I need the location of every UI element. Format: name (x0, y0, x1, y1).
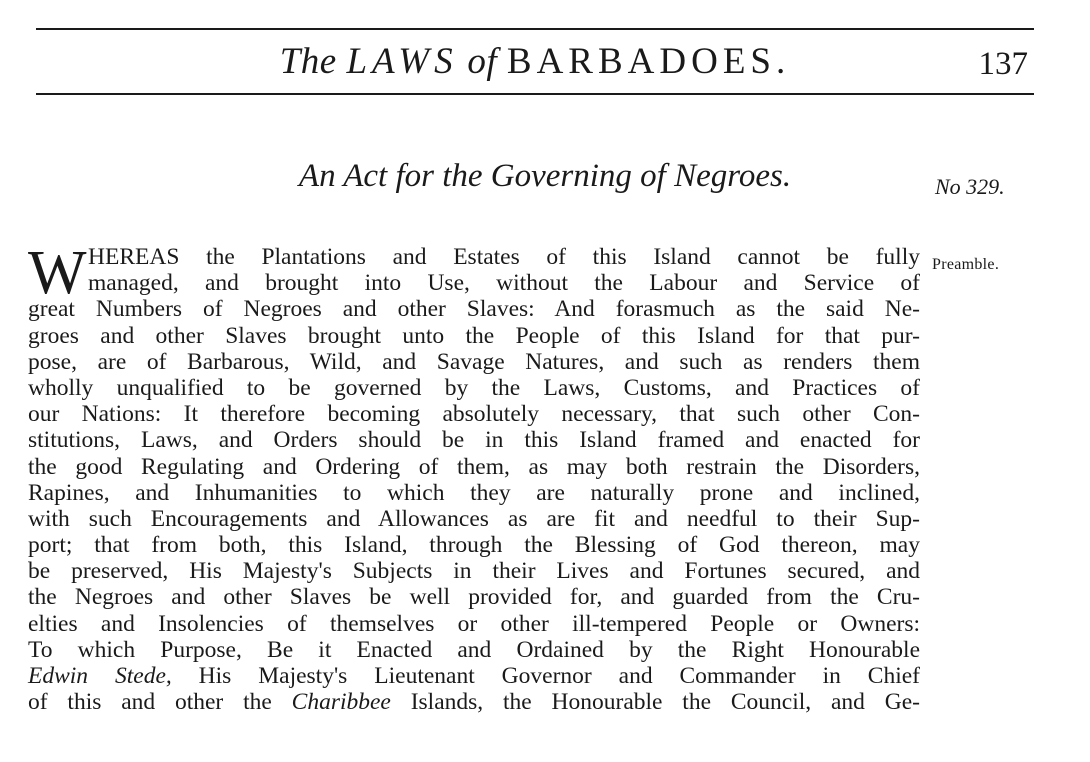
running-head (36, 38, 1034, 88)
title-laws: LAWS (346, 41, 458, 82)
text-line-17 (28, 663, 920, 689)
text-line-11: with such Encouragements and Allowances as are fit and needful to their Sup- (28, 505, 920, 532)
text-line-3: great Numbers of Negroes and other Slaves: And forasmuch as the said Ne- (28, 296, 920, 323)
text-line-2: managed, and brought into Use, without the Labour and Service of (88, 270, 920, 297)
header-bottom-rule (36, 93, 1034, 95)
title-prefix: The (279, 41, 337, 82)
text-line-15: elties and Insolencies of themselves or other ill-tempered People or Owners: (28, 610, 920, 637)
header-top-rule (36, 28, 1034, 30)
text-line-1: HEREAS the Plantations and Estates of this Island cannot be fully (88, 244, 920, 270)
text-line-6: wholly unqualified to be governed by the Laws, Customs, and Practices of (28, 374, 920, 401)
text-line-10: Rapines, and Inhumanities to which they are naturally prone and inclined, (28, 479, 920, 506)
text-line-7: our Nations: It therefore becoming absolutely necessary, that such other Con- (28, 401, 920, 428)
text-line-13: be preserved, His Majesty's Subjects in their Lives and Fortunes secured, and (28, 558, 920, 585)
text-line-9: the good Regulating and Ordering of them, as may both restrain the Disorders, (28, 453, 920, 480)
act-title: An Act for the Governing of Negroes. (298, 158, 792, 194)
text-line-18 (28, 689, 920, 715)
title-main: BARBADOES. (506, 41, 791, 82)
text-line-18-rest: Islands, the Honourable the Council, and Ge- (390, 689, 920, 716)
title-of: of (467, 41, 498, 82)
islands-name: Charibbee (291, 689, 391, 716)
text-line-12: port; that from both, this Island, through the Blessing of God thereon, may (28, 532, 920, 559)
text-line-16: To which Purpose, Be it Enacted and Ordained by the Right Honourable (28, 636, 920, 663)
text-line-4: groes and other Slaves brought unto the People of this Island for that pur- (28, 322, 920, 349)
text-line-14: the Negroes and other Slaves be well provided for, and guarded from the Cru- (28, 584, 920, 611)
running-title (36, 40, 1034, 83)
act-number: No 329. (935, 174, 1005, 199)
text-line-17-rest: His Majesty's Lieutenant Governor and Commander in Chief (171, 663, 920, 689)
text-line-5: pose, are of Barbarous, Wild, and Savage Natures, and such as renders them (28, 348, 920, 375)
page-number: 137 (978, 46, 1028, 82)
text-line-8: stitutions, Laws, and Orders should be in this Island framed and enacted for (28, 427, 920, 454)
margin-note-preamble: Preamble. (932, 256, 1000, 273)
drop-cap: W (28, 239, 87, 307)
text-line-18-start: of this and other the (28, 689, 292, 716)
governor-name: Edwin Stede, (28, 663, 172, 689)
act-body-text (28, 239, 920, 716)
